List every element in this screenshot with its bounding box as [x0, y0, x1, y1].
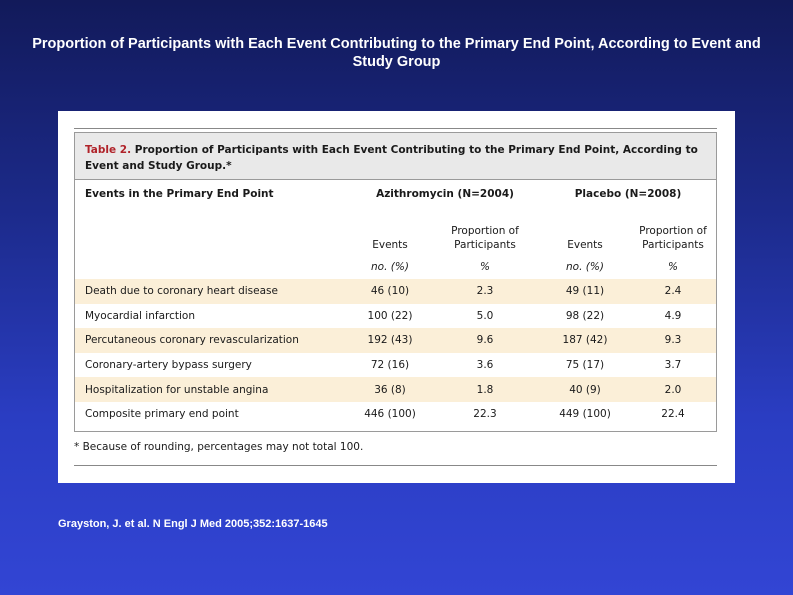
- pl-pct: 3.7: [664, 359, 682, 372]
- event-name: Hospitalization for unstable angina: [75, 377, 350, 402]
- table-caption: [75, 133, 716, 180]
- event-name: Coronary-artery bypass surgery: [85, 359, 252, 372]
- az-events: 46 (10): [350, 279, 430, 304]
- subheader-row: [75, 208, 716, 255]
- table-row: [75, 279, 716, 304]
- unit-row: [75, 255, 716, 279]
- pl-pct: 2.0: [630, 377, 716, 402]
- az-events: 100 (22): [367, 309, 413, 322]
- pl-pct: 4.9: [664, 309, 682, 322]
- az-events: 192 (43): [350, 328, 430, 353]
- slide-title: Proportion of Participants with Each Event Contributing to the Primary End Point, According to Event and Study Group: [32, 36, 761, 70]
- unit-az-no: no. (%): [371, 261, 409, 273]
- event-name: Myocardial infarction: [85, 309, 195, 322]
- az-events: 72 (16): [370, 359, 410, 372]
- unit-blank: [75, 255, 350, 279]
- az-pct: 22.3: [473, 408, 497, 421]
- pl-events: 98 (22): [565, 309, 605, 322]
- pl-pct: 9.3: [630, 328, 716, 353]
- header-events: Events in the Primary End Point: [85, 188, 274, 200]
- table-row: [75, 402, 716, 427]
- unit-pl-no: no. (%): [566, 261, 604, 273]
- pl-events: 75 (17): [565, 359, 605, 372]
- event-name: Composite primary end point: [85, 408, 239, 421]
- az-pct: 2.3: [430, 279, 540, 304]
- az-events: 36 (8): [350, 377, 430, 402]
- table-row: [75, 353, 716, 378]
- az-pct: 9.6: [430, 328, 540, 353]
- az-pct: 3.6: [476, 359, 494, 372]
- subheader-blank: [75, 208, 350, 255]
- table-row: [75, 328, 716, 353]
- subheader-az-proportion: Proportion of Participants: [451, 225, 519, 251]
- table-panel: [58, 111, 735, 483]
- az-events: 446 (100): [364, 408, 416, 421]
- az-pct: 1.8: [430, 377, 540, 402]
- table-footnote: * Because of rounding, percentages may not total 100.: [74, 441, 364, 453]
- header-azithromycin: Azithromycin (N=2004): [376, 188, 514, 200]
- header-placebo: Placebo (N=2008): [574, 188, 682, 200]
- table-row: [75, 377, 716, 402]
- table-row: [75, 304, 716, 329]
- events-table: [75, 180, 716, 427]
- table-label: Table 2.: [85, 144, 132, 156]
- citation: Grayston, J. et al. N Engl J Med 2005;352:1637-1645: [58, 518, 328, 530]
- event-name: Death due to coronary heart disease: [75, 279, 350, 304]
- pl-events: 49 (11): [540, 279, 630, 304]
- subheader-pl-proportion: Proportion of Participants: [639, 225, 707, 251]
- top-rule: [74, 128, 717, 129]
- subheader-pl-events: Events: [567, 239, 603, 251]
- pl-events: 187 (42): [540, 328, 630, 353]
- table-box: [74, 132, 717, 432]
- event-name: Percutaneous coronary revascularization: [75, 328, 350, 353]
- unit-pl-pct: %: [668, 261, 678, 273]
- az-pct: 5.0: [476, 309, 494, 322]
- pl-events: 40 (9): [540, 377, 630, 402]
- pl-events: 449 (100): [559, 408, 611, 421]
- pl-pct: 22.4: [661, 408, 685, 421]
- bottom-rule: [74, 465, 717, 466]
- subheader-az-events: Events: [372, 239, 408, 251]
- table-caption-text: Proportion of Participants with Each Event Contributing to the Primary End Point, According to Event and Study Group.*: [85, 144, 698, 172]
- header-row: [75, 180, 716, 208]
- pl-pct: 2.4: [630, 279, 716, 304]
- unit-az-pct: %: [480, 261, 490, 273]
